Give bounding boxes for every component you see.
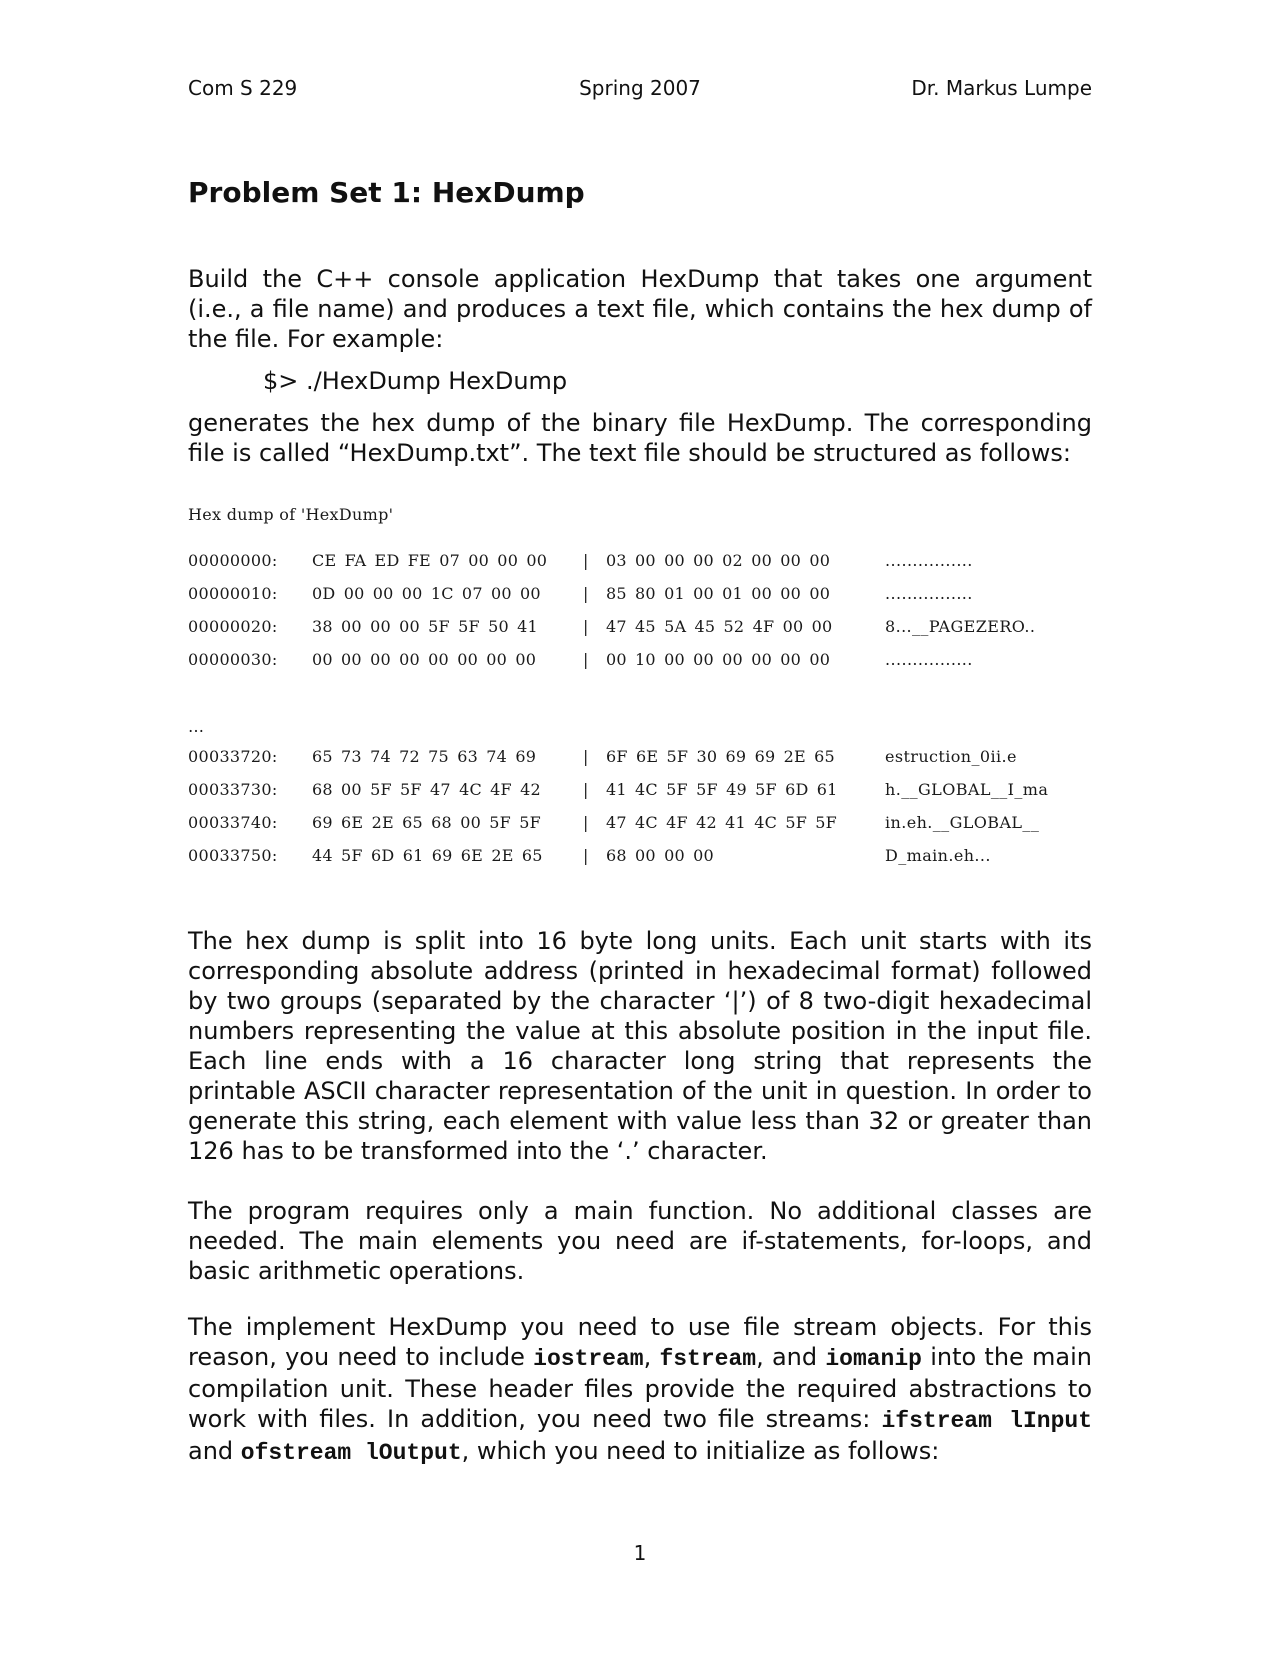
course-label: Com S 229 [188,76,298,100]
dump-address: 00000000: [188,551,278,570]
dump-bytes-group-1: 00 00 00 00 00 00 00 00 [312,650,537,669]
instructor-label: Dr. Markus Lumpe [911,76,1092,100]
dump-row [188,650,1092,674]
dump-address: 00033740: [188,813,278,832]
implement-text: The implement HexDump you need to use file stream objects. For this reason, you need to include [188,1313,1092,1371]
code-ofstream-loutput: ofstream lOutput [240,1440,462,1466]
dump-bytes-group-2: 85 80 01 00 01 00 00 00 [606,584,831,603]
dump-ascii: in.eh.__GLOBAL__ [885,813,1040,832]
dump-address: 00000030: [188,650,278,669]
dump-separator: | [583,747,589,766]
hex-dump-title: Hex dump of 'HexDump' [188,505,394,524]
implement-paragraph [188,1312,1092,1468]
dump-bytes-group-2: 68 00 00 00 [606,846,714,865]
dump-ascii: D_main.eh... [885,846,991,865]
dump-bytes-group-1: 68 00 5F 5F 47 4C 4F 42 [312,780,541,799]
implement-text: , which you need to initialize as follows: [461,1437,940,1465]
term-label: Spring 2007 [579,76,701,100]
dump-address: 00000020: [188,617,278,636]
dump-bytes-group-2: 03 00 00 00 02 00 00 00 [606,551,831,570]
dump-bytes-group-2: 41 4C 5F 5F 49 5F 6D 61 [606,780,838,799]
dump-separator: | [583,617,589,636]
dump-row [188,584,1092,608]
dump-row [188,551,1092,575]
dump-ascii: ................ [885,584,973,603]
dump-separator: | [583,650,589,669]
dump-separator: | [583,584,589,603]
page-header [188,76,1092,106]
dump-ascii: h.__GLOBAL__I_ma [885,780,1049,799]
dump-ascii: 8...__PAGEZERO.. [885,617,1036,636]
dump-row [188,846,1092,870]
dump-separator: | [583,813,589,832]
dump-bytes-group-1: 65 73 74 72 75 63 74 69 [312,747,537,766]
dump-address: 00033720: [188,747,278,766]
generates-paragraph: generates the hex dump of the binary file HexDump. The corresponding file is called “HexDump.txt”. The text file should be structured as follows: [188,409,1092,467]
dump-bytes-group-2: 00 10 00 00 00 00 00 00 [606,650,831,669]
dump-bytes-group-1: 44 5F 6D 61 69 6E 2E 65 [312,846,543,865]
command-example: $> ./HexDump HexDump [263,367,568,395]
dump-row [188,813,1092,837]
description-paragraph: The hex dump is split into 16 byte long units. Each unit starts with its corresponding absolute address (printed in hexadecimal format) followed by two groups (separated by the character ‘|’) of 8 two-digit hexadecimal numbers representing the value at this absolute position in the input file. Each line ends with a 16 character long string that represents the printable ASCII character representation of the unit in question. In order to generate this string, each element with value less than 32 or greater than 126 has to be transformed into the ‘.’ character. [188,927,1092,1165]
code-iomanip: iomanip [825,1346,922,1372]
dump-separator: | [583,780,589,799]
dump-address: 00033750: [188,846,278,865]
dump-bytes-group-2: 47 4C 4F 42 41 4C 5F 5F [606,813,837,832]
implement-text: , and [756,1343,826,1371]
dump-bytes-group-2: 6F 6E 5F 30 69 69 2E 65 [606,747,835,766]
dump-bytes-group-1: 0D 00 00 00 1C 07 00 00 [312,584,541,603]
dump-bytes-group-1: CE FA ED FE 07 00 00 00 [312,551,548,570]
dump-address: 00000010: [188,584,278,603]
dump-address: 00033730: [188,780,278,799]
program-paragraph: The program requires only a main function. No additional classes are needed. The main elements you need are if-statements, for-loops, and basic arithmetic operations. [188,1197,1092,1285]
dump-row [188,780,1092,804]
intro-paragraph: Build the C++ console application HexDump that takes one argument (i.e., a file name) and produces a text file, which contains the hex dump of the file. For example: [188,265,1092,353]
dump-bytes-group-2: 47 45 5A 45 52 4F 00 00 [606,617,833,636]
dump-separator: | [583,846,589,865]
dump-bytes-group-1: 69 6E 2E 65 68 00 5F 5F [312,813,541,832]
dump-ascii: ................ [885,650,973,669]
page-number: 1 [633,1541,647,1565]
page-title: Problem Set 1: HexDump [188,176,585,209]
code-iostream: iostream [533,1346,644,1372]
dump-ascii: estruction_0ii.e [885,747,1017,766]
dump-row [188,617,1092,641]
implement-text: into the main compilation unit. These header files provide the required abstractions to work with files. In addition, you need two file streams: [188,1343,1093,1433]
dump-row [188,747,1092,771]
code-fstream: fstream [659,1346,757,1372]
implement-text: and [188,1437,241,1465]
implement-text: , [643,1343,660,1371]
dump-ascii: ................ [885,551,973,570]
dump-separator: | [583,551,589,570]
code-ifstream-linput: ifstream lInput [881,1408,1092,1434]
dump-ellipsis: … [188,717,204,736]
document-page [188,0,1092,1656]
dump-bytes-group-1: 38 00 00 00 5F 5F 50 41 [312,617,538,636]
